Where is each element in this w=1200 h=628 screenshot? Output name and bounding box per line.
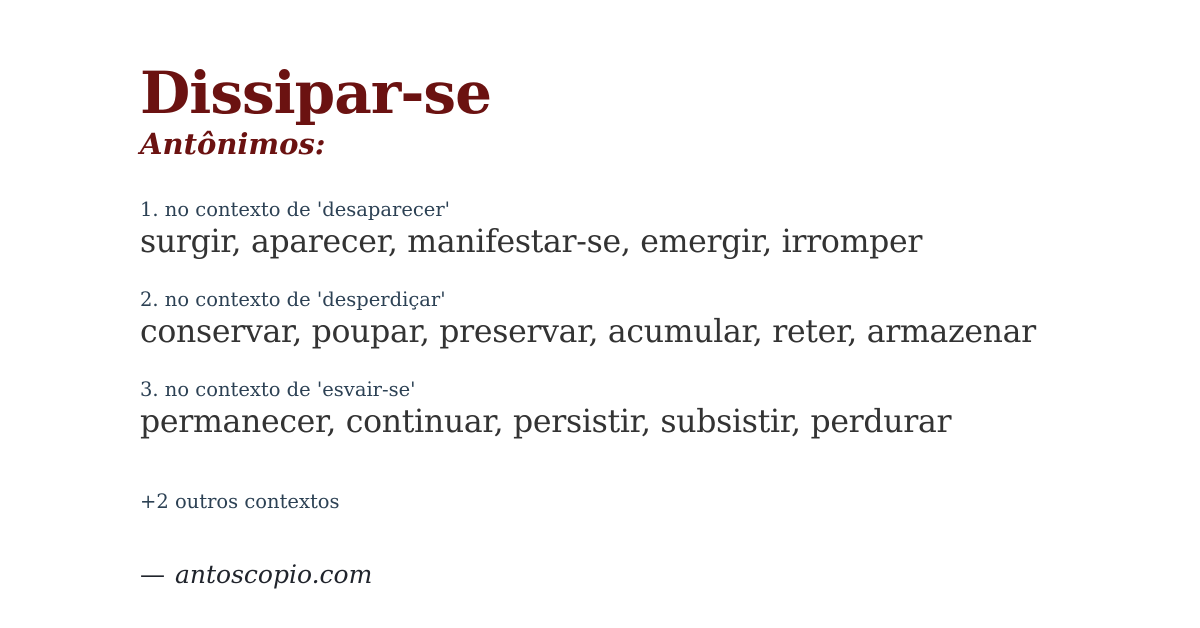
context-group-2: [140, 288, 1140, 352]
context-label-2: 2. no contexto de 'desperdiçar': [140, 288, 446, 311]
context-label-1: 1. no contexto de 'desaparecer': [140, 198, 451, 221]
antonyms-heading: Antônimos:: [140, 127, 326, 161]
more-contexts-link[interactable]: +2 outros contextos: [140, 490, 340, 513]
context-group-1: [140, 198, 1140, 262]
antonym-words-3: permanecer, continuar, persistir, subsistir, perdurar: [140, 404, 952, 440]
site-name-link[interactable]: antoscopio.com: [175, 560, 373, 589]
context-group-3: [140, 378, 1140, 442]
antonym-words-2: conservar, poupar, preservar, acumular, reter, armazenar: [140, 314, 1036, 350]
source-attribution: [140, 559, 1140, 591]
word-title: Dissipar-se: [140, 59, 491, 127]
antonym-words-1: surgir, aparecer, manifestar-se, emergir, irromper: [140, 224, 923, 260]
context-label-3: 3. no contexto de 'esvair-se': [140, 378, 416, 401]
attribution-dash: —: [140, 560, 165, 589]
contexts-list: [140, 198, 1140, 442]
